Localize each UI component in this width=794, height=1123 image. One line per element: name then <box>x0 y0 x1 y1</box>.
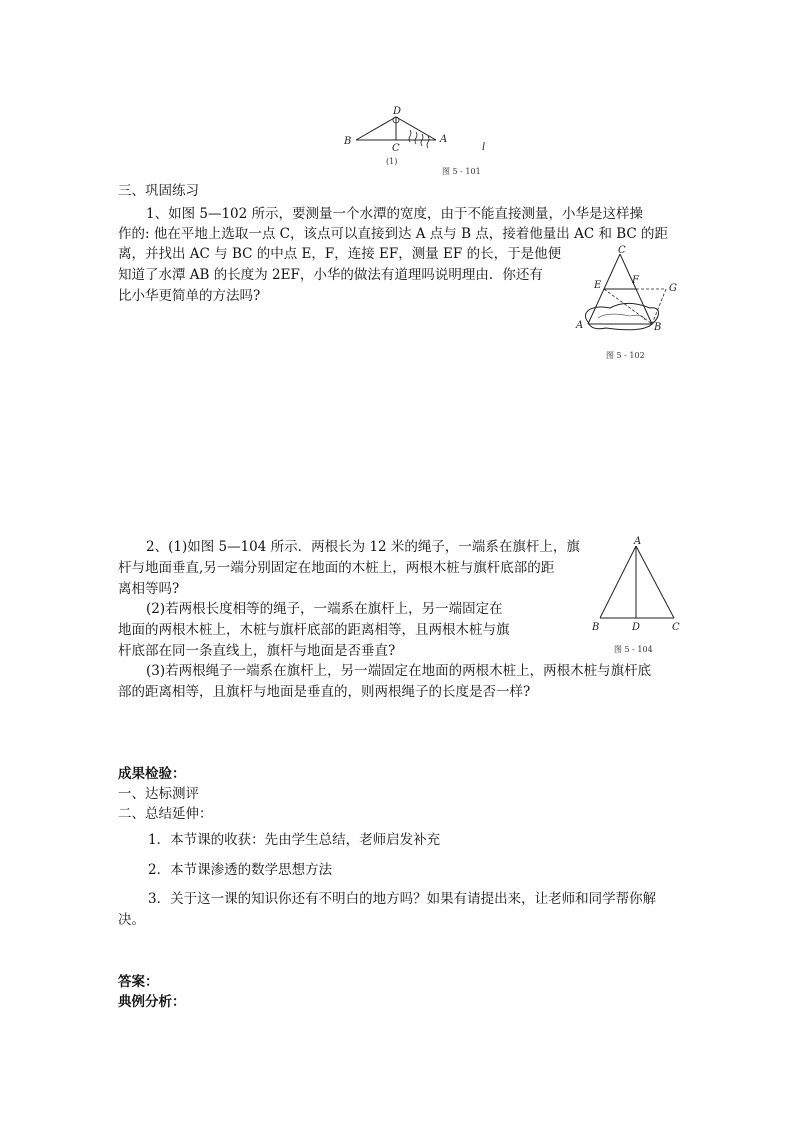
figure-5-101 <box>340 104 500 176</box>
fig102-label-f: F <box>632 275 639 286</box>
summary-item-3: 3．关于这一课的知识你还有不明白的地方吗？如果有请提出来，让老师和同学帮你解 <box>148 891 657 907</box>
fig102-caption: 图 5 - 102 <box>606 351 645 360</box>
fig101-label-d: D <box>393 106 402 117</box>
fig104-line-ac <box>636 546 674 618</box>
q1-line-3: 离，并找出 AC 与 BC 的中点 E，F，连接 EF，测量 EF 的长，于是他便 <box>118 246 562 262</box>
fig102-label-e: E <box>594 280 602 291</box>
q1-line-5: 比小华更简单的方法吗? <box>118 288 261 304</box>
fig102-line-gb <box>652 289 666 324</box>
fig104-label-c: C <box>672 622 680 633</box>
figure-5-102 <box>570 244 690 364</box>
fig101-label-l: l <box>482 142 486 153</box>
figure-5-104 <box>588 534 688 658</box>
summary-item-2: 2．本节课渗透的数学思想方法 <box>148 862 333 878</box>
fig104-label-d: D <box>632 622 641 633</box>
results-item-2: 二、总结延伸： <box>118 806 213 822</box>
fig101-label-c: C <box>392 143 400 154</box>
fig102-label-g: G <box>669 283 677 294</box>
q2-line-7: (3)若两根绳子一端系在旗杆上，另一端固定在地面的两根木桩上，两根木桩与旗杆底 <box>146 663 652 679</box>
fig101-caption: 图 5 - 101 <box>442 167 481 176</box>
answers-sub-heading: 典例分析： <box>118 994 186 1010</box>
fig101-line-db <box>356 117 396 140</box>
results-item-1: 一、达标测评 <box>118 786 199 802</box>
fig102-label-c: C <box>618 245 626 256</box>
q2-line-4: (2)若两根长度相等的绳子，一端系在旗杆上，另一端固定在 <box>146 601 503 617</box>
fig101-sub-label: (1) <box>386 157 398 166</box>
answers-heading: 答案： <box>118 974 159 990</box>
fig102-label-a: A <box>576 320 584 331</box>
fig102-pond-inner <box>598 314 644 320</box>
fig104-line-ab <box>600 546 636 618</box>
q2-line-8: 部的距离相等，且旗杆与地面是垂直的，则两根绳子的长度是否一样? <box>118 684 531 700</box>
fig104-label-b: B <box>592 622 600 633</box>
fig101-label-b: B <box>344 136 352 147</box>
results-heading: 成果检验： <box>118 766 186 782</box>
q1-line-4: 知道了水潭 AB 的长度为 2EF，小华的做法有道理吗说明理由．你还有 <box>118 267 543 283</box>
fig101-line-da <box>396 117 436 140</box>
fig101-squiggle <box>409 130 429 148</box>
q2-line-5: 地面的两根木桩上，木桩与旗杆底部的距离相等，且两根木桩与旗 <box>118 622 510 638</box>
summary-item-1: 1．本节课的收获：先由学生总结，老师启发补充 <box>148 832 441 848</box>
fig102-label-b: B <box>654 322 662 333</box>
fig101-label-a: A <box>440 134 448 145</box>
fig102-pond <box>585 303 658 329</box>
q1-line-1: 1、如图 5—102 所示，要测量一个水潭的宽度，由于不能直接测量，小华是这样操 <box>146 206 644 222</box>
fig104-caption: 图 5 - 104 <box>614 645 653 654</box>
q1-line-2: 作的: 他在平地上选取一点 C，该点可以直接到达 A 点与 B 点，接着他量出 AC 和 BC 的距 <box>118 226 669 242</box>
fig104-label-a: A <box>634 536 642 547</box>
q2-line-1: 2、(1)如图 5—104 所示．两根长为 12 米的绳子，一端系在旗杆上，旗 <box>146 539 580 555</box>
practice-heading: 三、巩固练习 <box>118 183 199 199</box>
q2-line-2: 杆与地面垂直,另一端分别固定在地面的木桩上，两根木桩与旗杆底部的距 <box>118 560 555 576</box>
q2-line-3: 离相等吗? <box>118 581 180 597</box>
q2-line-6: 杆底部在同一条直线上，旗杆与地面是否垂直? <box>118 643 396 659</box>
summary-item-3-cont: 决。 <box>118 912 145 928</box>
